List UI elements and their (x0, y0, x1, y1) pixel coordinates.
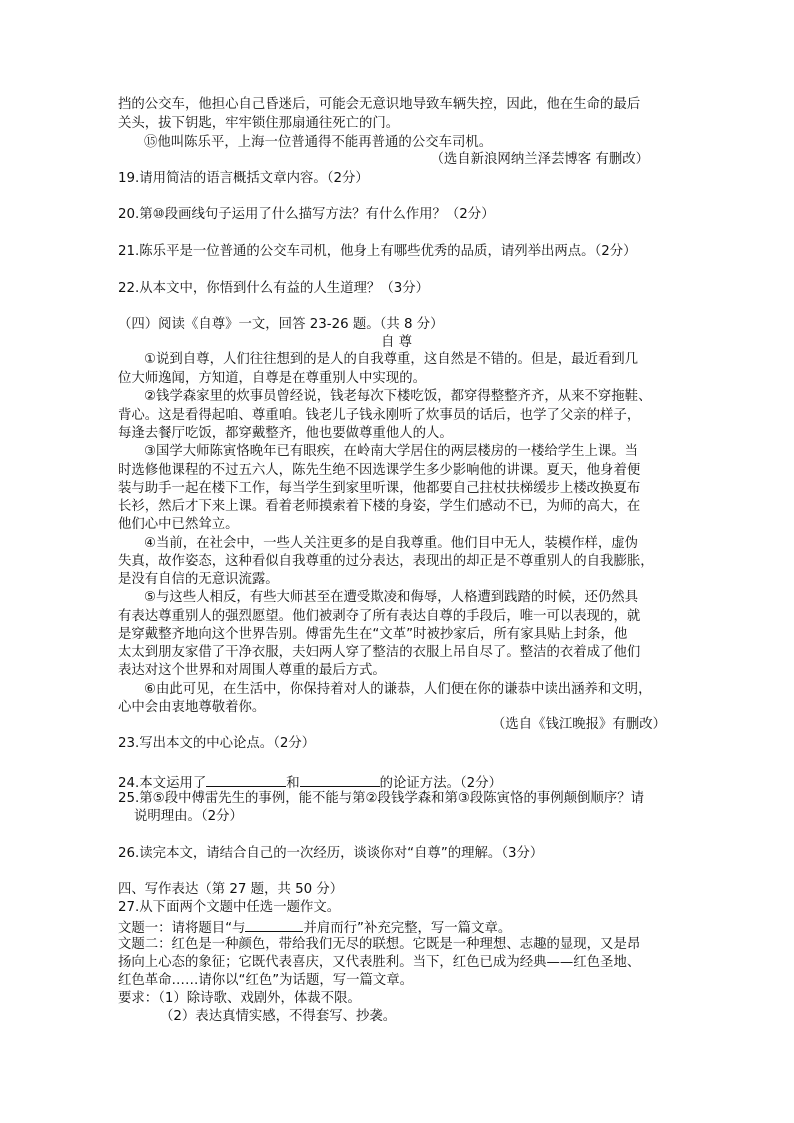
question-22: 22.从本文中，你悟到什么有益的人生道理？（3分） (118, 281, 430, 296)
writing-topic-1-prefix: 文题一：请将题目“与 (118, 921, 246, 936)
question-20: 20.第⑩段画线句子运用了什么描写方法？有什么作用？（2分） (118, 207, 495, 222)
writing-requirement-2: （2）表达真情实感，不得套写、抄袭。 (160, 1009, 397, 1024)
answer-blank-1[interactable] (206, 774, 286, 787)
article-paragraph-4-line-2: 失真，故作姿态，这种看似自我尊重的过分表达，表现出的却正是不尊重别人的自我膨胀， (118, 554, 654, 569)
article-paragraph-2-line-3: 每逢去餐厅吃饭，都穿戴整齐，他也要做尊重他人的人。 (118, 426, 453, 441)
article-paragraph-2-line-1: ②钱学森家里的炊事员曾经说，钱老每次下楼吃饭，都穿得整整齐齐，从来不穿拖鞋、 (144, 389, 652, 404)
question-27: 27.从下面两个文题中任选一题作文。 (118, 900, 341, 915)
story-paragraph-14-line-2: 关头，拔下钥匙，牢牢锁住那扇通往死亡的门。 (118, 116, 400, 131)
writing-requirement-1: 要求：（1）除诗歌、戏剧外，体裁不限。 (118, 991, 361, 1006)
section-4-heading: （四）阅读《自尊》一文，回答 23-26 题。（共 8 分） (118, 317, 444, 332)
article-paragraph-6-line-1: ⑥由此可见，在生活中，你保持着对人的谦恭，人们便在你的谦恭中读出涵养和文明， (144, 682, 652, 697)
article-paragraph-6-line-2: 心中会由衷地尊敬着你。 (118, 700, 266, 715)
answer-blank-2[interactable] (300, 774, 380, 787)
article-paragraph-3-line-1: ③国学大师陈寅恪晚年已有眼疾，在岭南大学居住的两层楼房的一楼给学生上课。当 (144, 444, 639, 459)
article-paragraph-5-line-3: 是穿戴整齐地向这个世界告别。傅雷先生在“文革”时被抄家后，所有家具贴上封条，他 (118, 627, 628, 642)
writing-topic-2-line-3: 红色革命……请你以“红色”为话题，写一篇文章。 (118, 973, 414, 988)
question-25-line-1: 25.第⑤段中傅雷先生的事例，能不能与第②段钱学森和第③段陈寅恪的事例颠倒顺序？请 (118, 791, 644, 806)
writing-heading: 四、写作表达（第 27 题，共 50 分） (118, 882, 344, 897)
question-25-line-2: 说明理由。（2分） (134, 809, 243, 824)
question-24-suffix: 的论证方法。（2分） (379, 776, 502, 791)
article-paragraph-2-line-2: 背心。这是看得起咱、尊重咱。钱老儿子钱永刚听了炊事员的话后，也学了父亲的样子， (118, 408, 641, 423)
article-paragraph-3-line-2: 时选修他课程的不过五六人，陈先生绝不因选课学生多少影响他的讲课。夏天，他身着便 (118, 463, 641, 478)
writing-topic-1 (118, 919, 511, 935)
writing-topic-2-line-2: 扬向上心态的象征；它既代表喜庆，又代表胜利。当下，红色已成为经典——红色圣地、 (118, 955, 641, 970)
question-21: 21.陈乐平是一位普通的公交车司机，他身上有哪些优秀的品质，请列举出两点。（2分） (118, 244, 637, 259)
article-paragraph-5-line-5: 表达对这个世界和对周围人尊重的最后方式。 (118, 663, 386, 678)
question-24-mid: 和 (286, 776, 300, 791)
question-24 (118, 774, 502, 790)
article-paragraph-3-line-4: 长衫，然后才下来上课。看着老师摸索着下楼的身姿，学生们感动不已，为师的高大，在 (118, 499, 641, 514)
question-23: 23.写出本文的中心论点。（2分） (118, 736, 316, 751)
article-paragraph-1-line-2: 位大师逸闻，方知道，自尊是在尊重别人中实现的。 (118, 371, 426, 386)
article-paragraph-4-line-1: ④当前，在社会中，一些人关注更多的是自我尊重。他们目中无人，装模作样，虚伪 (144, 536, 639, 551)
article-paragraph-5-line-4: 太太到朋友家借了干净衣服，夫妇两人穿了整洁的衣服上吊自尽了。整洁的衣着成了他们 (118, 645, 641, 660)
article-paragraph-4-line-3: 是没有自信的无意识流露。 (118, 572, 279, 587)
story-paragraph-14-line-1: 挡的公交车，他担心自己昏迷后，可能会无意识地导致车辆失控，因此，他在生命的最后 (118, 97, 641, 112)
article-paragraph-3-line-5: 他们心中已然耸立。 (118, 517, 239, 532)
question-26: 26.读完本文，请结合自己的一次经历，谈谈你对“自尊”的理解。（3分） (118, 846, 544, 861)
story-source: （选自新浪网纳兰泽芸博客 有删改） (430, 152, 649, 167)
topic-1-blank[interactable] (245, 919, 303, 932)
article-paragraph-3-line-3: 装与助手一起在楼下工作，每当学生到家里听课，他都要自己拄杖扶梯缓步上楼改换夏布 (118, 481, 641, 496)
article-source: （选自《钱江晚报》有删改） (491, 717, 666, 732)
article-paragraph-1-line-1: ①说到自尊，人们往往想到的是人的自我尊重，这自然是不错的。但是，最近看到几 (144, 352, 639, 367)
question-24-prefix: 24.本文运用了 (118, 776, 207, 791)
question-19: 19.请用简洁的语言概括文章内容。（2分） (118, 171, 369, 186)
article-paragraph-5-line-1: ⑤与这些人相反，有些大师甚至在遭受欺凌和侮辱，人格遭到践踏的时候，还仍然具 (144, 590, 639, 605)
story-paragraph-15: ⑮他叫陈乐平，上海一位普通得不能再普通的公交车司机。 (144, 135, 493, 150)
article-paragraph-5-line-2: 有表达尊重别人的强烈愿望。他们被剥夺了所有表达自尊的手段后，唯一可以表现的，就 (118, 609, 641, 624)
writing-topic-2-line-1: 文题二：红色是一种颜色，带给我们无尽的联想。它既是一种理想、志趣的显现，又是昂 (118, 937, 641, 952)
writing-topic-1-suffix: 并肩而行”补充完整，写一篇文章。 (303, 921, 512, 936)
article-title: 自 尊 (381, 335, 413, 350)
